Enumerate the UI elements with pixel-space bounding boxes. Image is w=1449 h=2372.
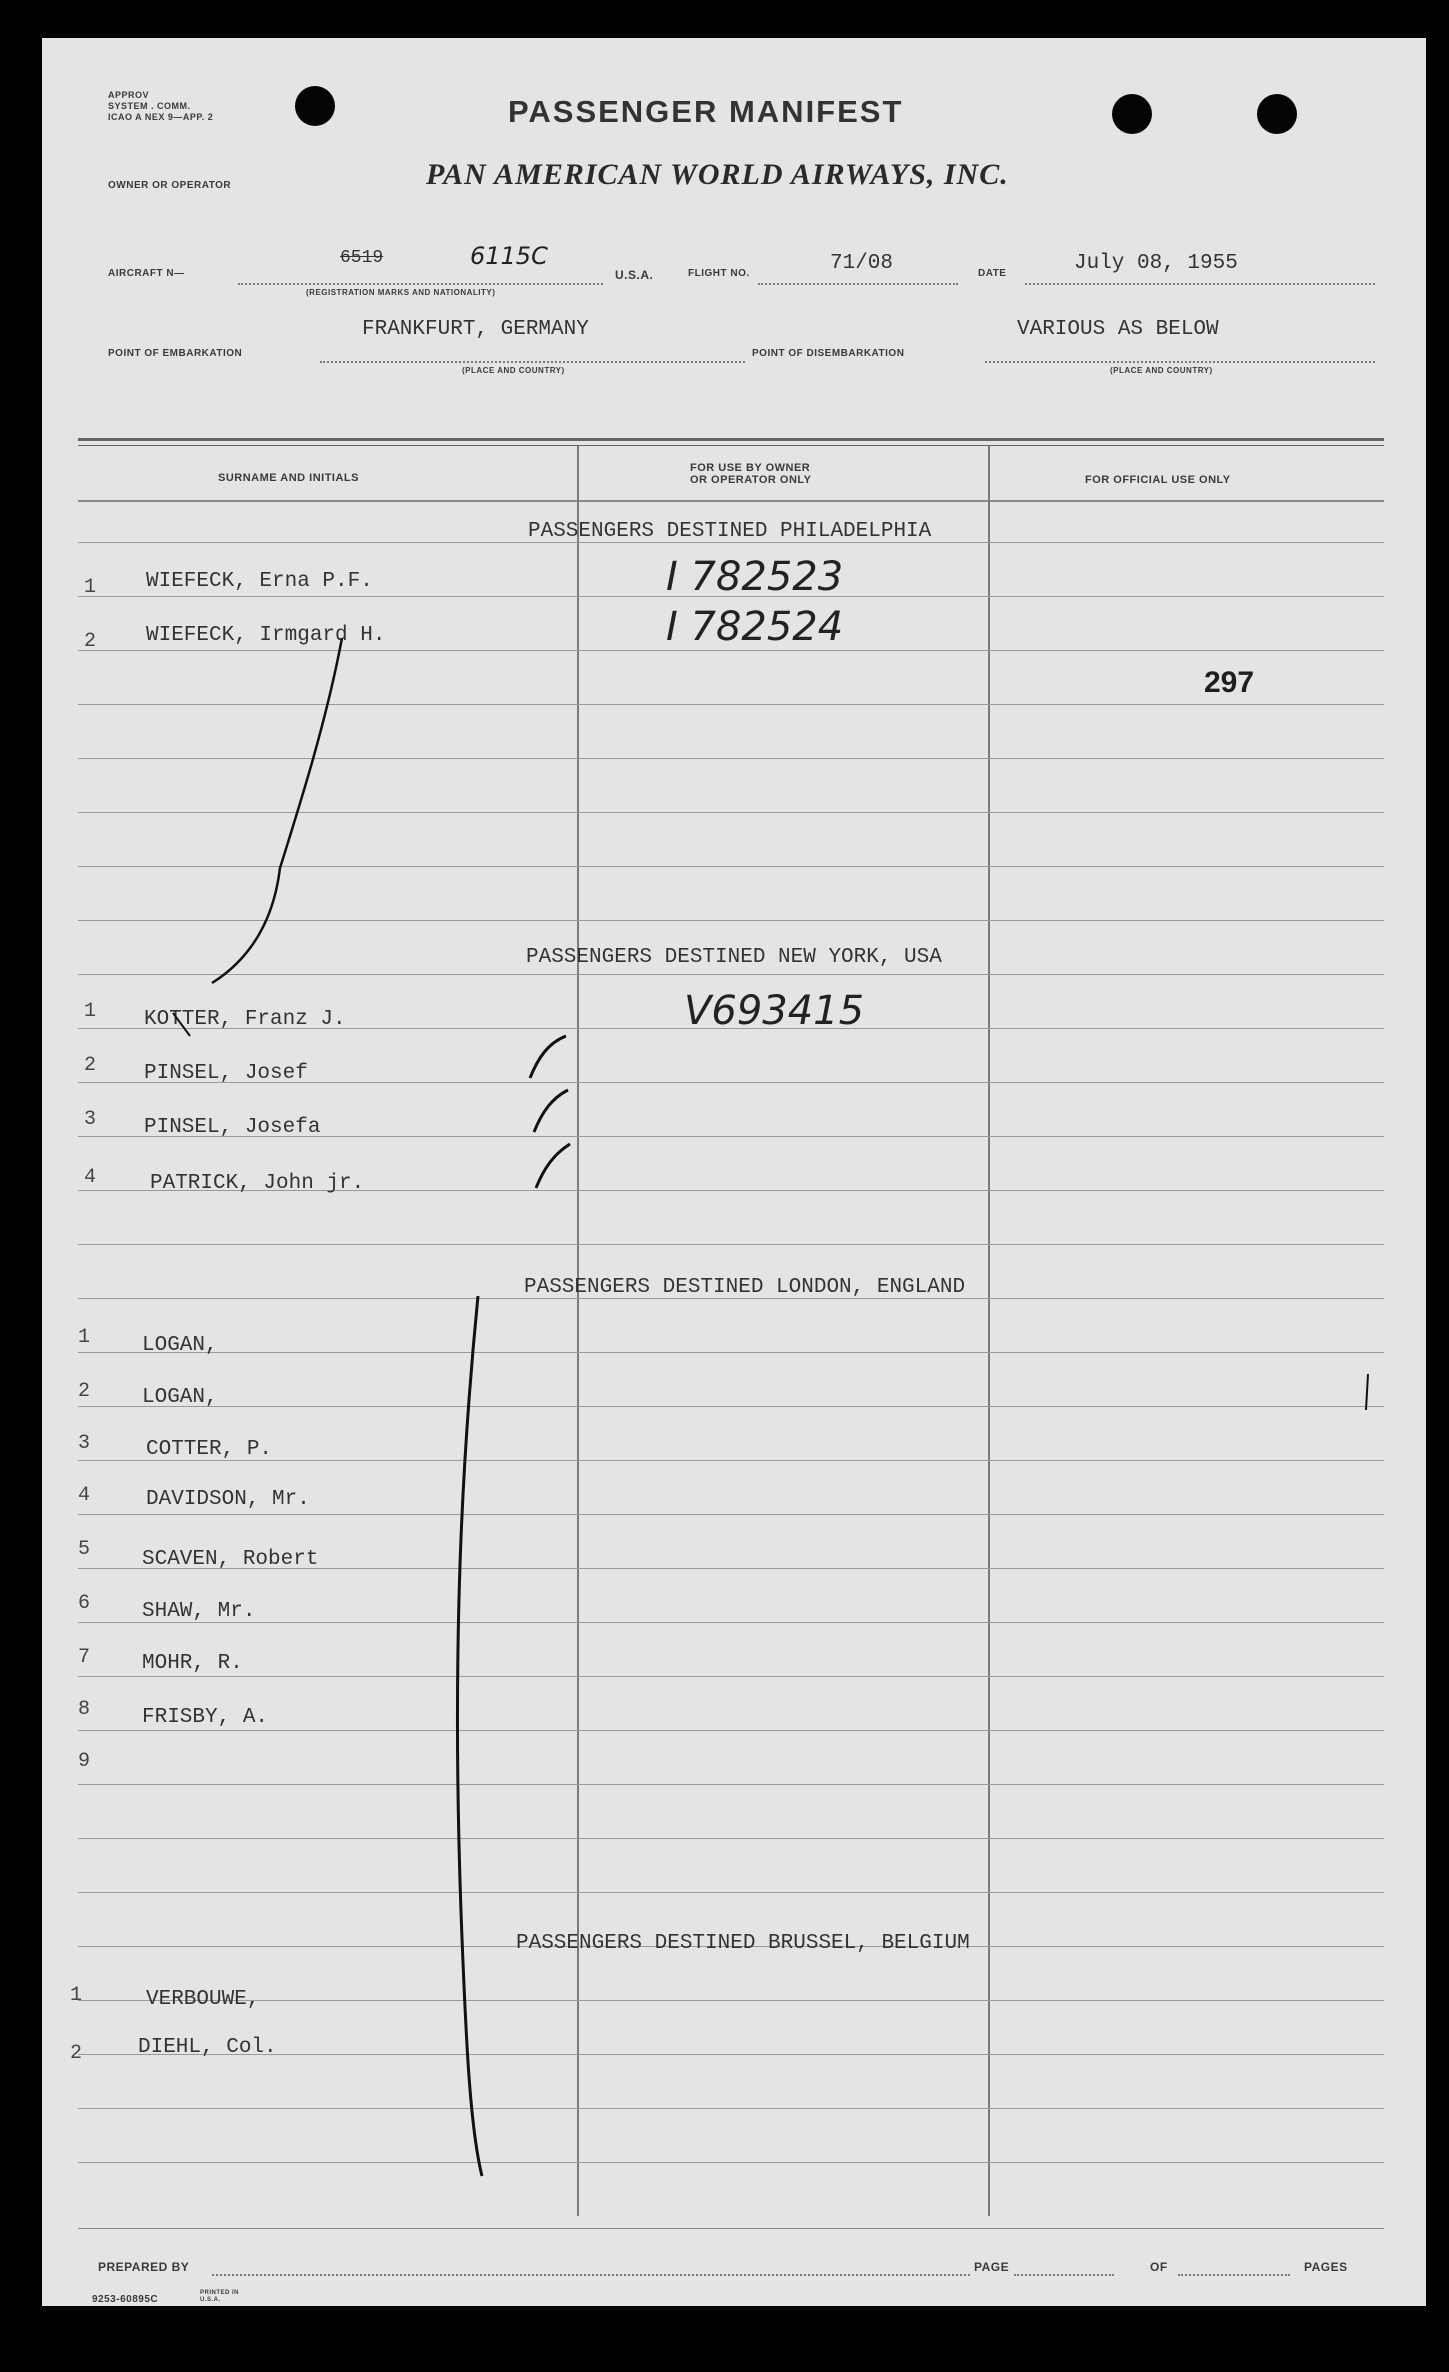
airline-name: PAN AMERICAN WORLD AIRWAYS, INC. <box>426 158 1009 191</box>
flight-value: 71/08 <box>830 252 894 275</box>
row-rule <box>78 974 1384 975</box>
passenger-name: LOGAN, <box>142 1334 218 1357</box>
row-rule <box>78 704 1384 705</box>
punch-hole-right <box>1257 94 1297 134</box>
row-rule <box>78 1622 1384 1623</box>
of-label: OF <box>1150 2260 1168 2274</box>
passenger-name: COTTER, P. <box>146 1438 273 1461</box>
passenger-name: KOTTER, Franz J. <box>144 1008 346 1031</box>
row-rule <box>78 1892 1384 1893</box>
row-number: 1 <box>84 1000 97 1023</box>
manifest-sheet <box>42 38 1426 2306</box>
row-rule <box>78 1460 1384 1461</box>
row-rule <box>78 1838 1384 1839</box>
official-stamp-number: 297 <box>1204 666 1255 699</box>
page-label: PAGE <box>974 2260 1010 2274</box>
row-rule <box>78 1244 1384 1245</box>
aircraft-struck: 6519 <box>340 248 384 268</box>
row-rule <box>78 1784 1384 1785</box>
row-rule <box>78 1514 1384 1515</box>
row-number: 1 <box>84 576 97 599</box>
row-number: 2 <box>78 1380 91 1403</box>
row-number: 7 <box>78 1646 91 1669</box>
row-rule <box>78 920 1384 921</box>
row-rule <box>78 758 1384 759</box>
row-rule <box>78 1676 1384 1677</box>
passenger-name: SCAVEN, Robert <box>142 1548 319 1571</box>
row-number: 2 <box>70 2042 83 2065</box>
pages-label: PAGES <box>1304 2260 1348 2274</box>
row-rule <box>78 812 1384 813</box>
passenger-name: LOGAN, <box>142 1386 218 1409</box>
col-surname: SURNAME AND INITIALS <box>218 472 359 484</box>
row-rule <box>78 2000 1384 2001</box>
printed-mark: PRINTED IN U.S.A. <box>200 2290 240 2303</box>
passenger-name: PINSEL, Josef <box>144 1062 308 1085</box>
date-value: July 08, 1955 <box>1074 252 1238 275</box>
passenger-name: FRISBY, A. <box>142 1706 269 1729</box>
embark-label: POINT OF EMBARKATION <box>108 348 243 359</box>
row-number: 5 <box>78 1538 91 1561</box>
punch-hole-left <box>295 86 335 126</box>
disembark-label: POINT OF DISEMBARKATION <box>752 348 905 359</box>
section-heading-philadelphia: PASSENGERS DESTINED PHILADELPHIA <box>528 520 932 543</box>
row-number: 3 <box>78 1432 91 1455</box>
usa-label: U.S.A. <box>615 268 654 282</box>
row-number: 6 <box>78 1592 91 1615</box>
approval-line-3: ICAO A NEX 9—APP. 2 <box>108 112 214 122</box>
row-number: 1 <box>70 1984 83 2007</box>
aircraft-value: 6115C <box>470 242 548 270</box>
section-heading-new-york: PASSENGERS DESTINED NEW YORK, USA <box>526 946 942 969</box>
row-number: 4 <box>84 1166 97 1189</box>
row-rule <box>78 650 1384 651</box>
flight-label: FLIGHT NO. <box>688 268 750 279</box>
approval-line-2: SYSTEM . COMM. <box>108 101 191 111</box>
row-number: 2 <box>84 630 97 653</box>
row-number: 3 <box>84 1108 97 1131</box>
date-label: DATE <box>978 268 1007 279</box>
row-number: 2 <box>84 1054 97 1077</box>
embark-value: FRANKFURT, GERMANY <box>362 318 589 341</box>
row-number: 9 <box>78 1750 91 1773</box>
col-owner-use-1: FOR USE BY OWNER <box>690 462 811 474</box>
approval-line-1: APPROV <box>108 90 150 100</box>
passenger-name: MOHR, R. <box>142 1652 243 1675</box>
aircraft-label: AIRCRAFT N— <box>108 268 185 279</box>
passenger-name: DAVIDSON, Mr. <box>146 1488 310 1511</box>
row-rule <box>78 2162 1384 2163</box>
row-rule <box>78 2108 1384 2109</box>
embark-note: (PLACE AND COUNTRY) <box>462 366 565 375</box>
col-official: FOR OFFICIAL USE ONLY <box>1085 474 1231 486</box>
passenger-name: PATRICK, John jr. <box>150 1172 365 1195</box>
section-heading-london: PASSENGERS DESTINED LONDON, ENGLAND <box>524 1276 966 1299</box>
passenger-name: PINSEL, Josefa <box>144 1116 321 1139</box>
page-title: PASSENGER MANIFEST <box>508 94 904 129</box>
disembark-value: VARIOUS AS BELOW <box>1017 318 1219 341</box>
col-owner-use-2: OR OPERATOR ONLY <box>690 474 812 486</box>
document-code: I 782524 <box>666 604 844 650</box>
row-number: 1 <box>78 1326 91 1349</box>
prepared-by-label: PREPARED BY <box>98 2260 190 2274</box>
disembark-note: (PLACE AND COUNTRY) <box>1110 366 1213 375</box>
row-rule <box>78 866 1384 867</box>
document-code: I 782523 <box>666 554 844 600</box>
passenger-name: WIEFECK, Erna P.F. <box>146 570 373 593</box>
section-heading-brussel: PASSENGERS DESTINED BRUSSEL, BELGIUM <box>516 1932 970 1955</box>
row-rule <box>78 1406 1384 1407</box>
passenger-name: DIEHL, Col. <box>138 2036 277 2059</box>
row-number: 8 <box>78 1698 91 1721</box>
registration-note: (REGISTRATION MARKS AND NATIONALITY) <box>306 288 496 297</box>
owner-label: OWNER OR OPERATOR <box>108 180 232 191</box>
row-number: 4 <box>78 1484 91 1507</box>
passenger-name: VERBOUWE, <box>146 1988 260 2011</box>
row-rule <box>78 1352 1384 1353</box>
punch-hole-middle <box>1112 94 1152 134</box>
passenger-name: WIEFECK, Irmgard H. <box>146 624 386 647</box>
document-code: V693415 <box>684 988 865 1034</box>
row-rule <box>78 1730 1384 1731</box>
form-number: 9253-60895C <box>92 2294 159 2305</box>
passenger-name: SHAW, Mr. <box>142 1600 256 1623</box>
